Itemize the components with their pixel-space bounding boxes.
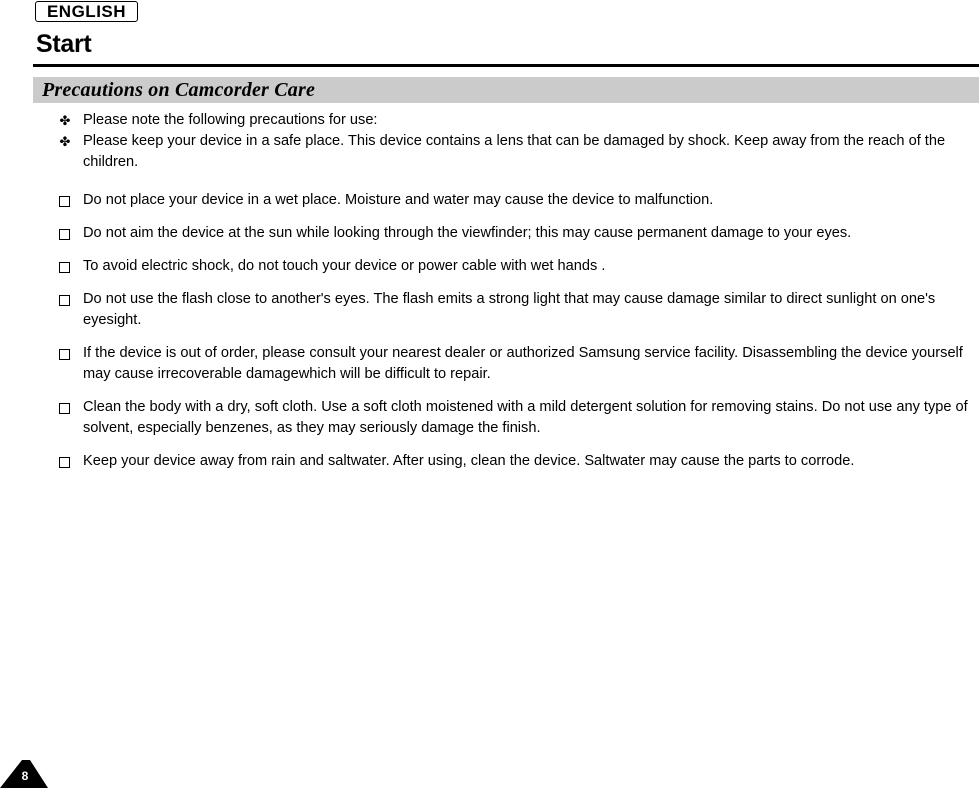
square-bullet-icon	[59, 295, 70, 306]
square-bullet-icon	[59, 262, 70, 273]
precaution-item	[58, 223, 976, 244]
precaution-text: Do not place your device in a wet place. Moisture and water may cause the device to malfunction.	[83, 192, 714, 208]
square-bullet-icon	[59, 403, 70, 414]
precaution-text: Keep your device away from rain and saltwater. After using, clean the device. Saltwater may cause the parts to corrode.	[83, 453, 855, 469]
precaution-item	[58, 256, 976, 277]
square-bullet-icon	[59, 196, 70, 207]
intro-item	[58, 110, 976, 131]
cross-bullet-icon: ✤	[59, 113, 71, 128]
precaution-text: Do not use the flash close to another's eyes. The flash emits a strong light that may cause damage similar to direct sunlight on one's eyesight.	[83, 291, 936, 328]
section-heading-bar	[33, 77, 979, 103]
precaution-item	[58, 397, 976, 439]
cross-bullet-icon: ✤	[59, 134, 71, 149]
precaution-item	[58, 289, 976, 331]
precaution-text: To avoid electric shock, do not touch your device or power cable with wet hands .	[83, 258, 606, 274]
intro-item	[58, 131, 976, 173]
precaution-text: Clean the body with a dry, soft cloth. Use a soft cloth moistened with a mild detergent solution for removing stains. Do not use any type of solvent, especially benzenes, as they may seriously damage the finish.	[83, 399, 968, 436]
title-divider	[33, 64, 979, 67]
intro-text: Please note the following precautions for use:	[83, 112, 378, 128]
page-title: Start	[36, 30, 92, 58]
precaution-item	[58, 343, 976, 385]
square-bullet-icon	[59, 349, 70, 360]
precaution-item	[58, 451, 976, 472]
page-number-tab	[0, 760, 50, 788]
intro-text: Please keep your device in a safe place. This device contains a lens that can be damaged by shock. Keep away from the reach of the children.	[83, 133, 946, 170]
precautions-content	[58, 110, 976, 484]
section-heading: Precautions on Camcorder Care	[42, 79, 316, 101]
language-tab: ENGLISH	[35, 1, 138, 22]
precaution-item	[58, 190, 976, 211]
precaution-text: If the device is out of order, please consult your nearest dealer or authorized Samsung service facility. Disassembling the device yourself may cause irrecoverable damagewhich will be difficult to repair.	[83, 345, 963, 382]
square-bullet-icon	[59, 457, 70, 468]
precaution-text: Do not aim the device at the sun while looking through the viewfinder; this may cause permanent damage to your eyes.	[83, 225, 852, 241]
page-number: 8	[21, 769, 29, 783]
square-bullet-icon	[59, 229, 70, 240]
